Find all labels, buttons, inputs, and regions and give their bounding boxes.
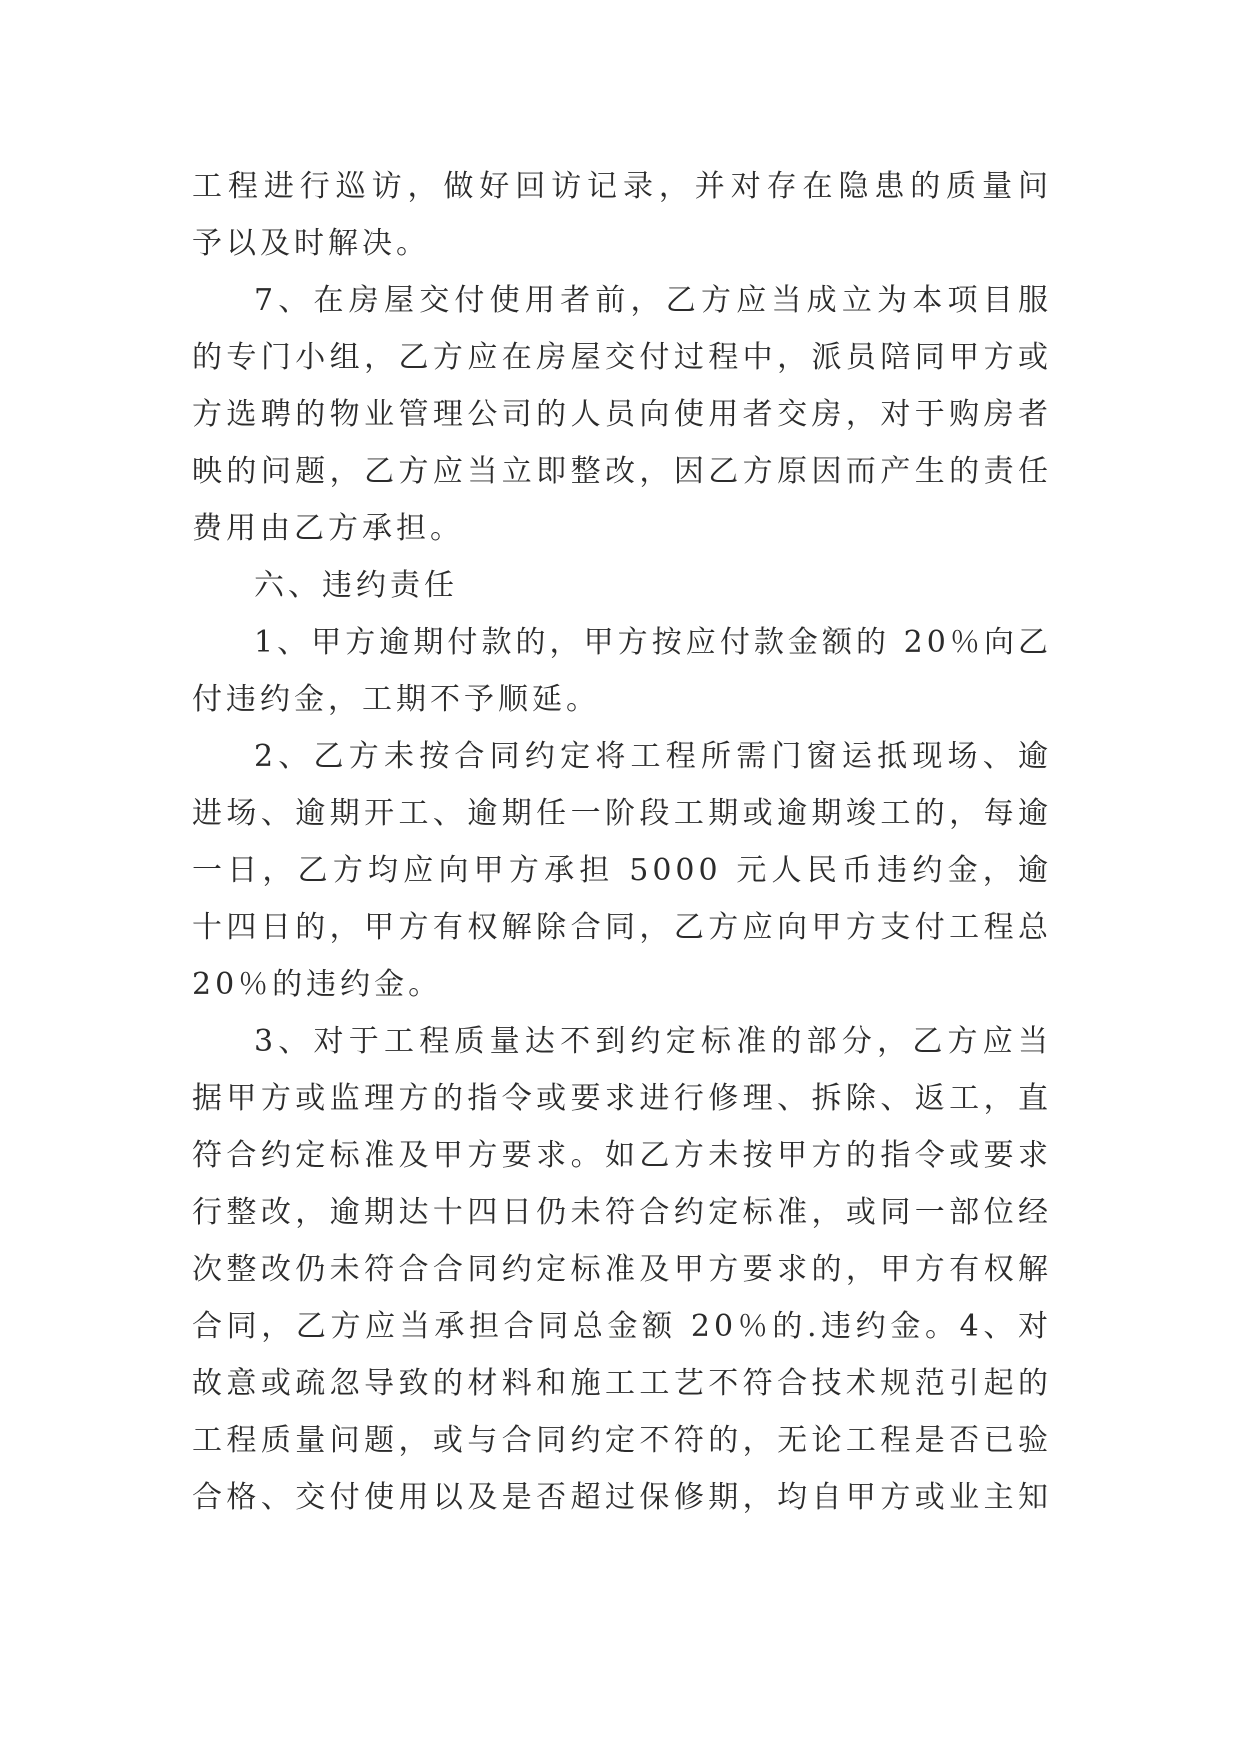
text-line: 十四日的，甲方有权解除合同，乙方应向甲方支付工程总 bbox=[192, 910, 1052, 945]
text-line: 一日，乙方均应向甲方承担 5000 元人民币违约金，逾 bbox=[192, 853, 1052, 888]
text-line: 3、对于工程质量达不到约定标准的部分，乙方应当 bbox=[254, 1024, 1052, 1059]
text-line: 付违约金，工期不予顺延。 bbox=[192, 682, 600, 717]
text-line: 行整改，逾期达十四日仍未符合约定标准，或同一部位经 bbox=[192, 1195, 1052, 1230]
text-line: 费用由乙方承担。 bbox=[192, 511, 464, 546]
text-line: 的专门小组，乙方应在房屋交付过程中，派员陪同甲方或 bbox=[192, 340, 1052, 375]
text-line: 予以及时解决。 bbox=[192, 226, 430, 261]
text-line: 次整改仍未符合合同约定标准及甲方要求的，甲方有权解 bbox=[192, 1252, 1052, 1287]
text-line: 据甲方或监理方的指令或要求进行修理、拆除、返工，直 bbox=[192, 1081, 1052, 1116]
text-line: 进场、逾期开工、逾期任一阶段工期或逾期竣工的，每逾 bbox=[192, 796, 1052, 831]
text-line: 符合约定标准及甲方要求。如乙方未按甲方的指令或要求 bbox=[192, 1138, 1052, 1173]
text-line: 7、在房屋交付使用者前，乙方应当成立为本项目服 bbox=[254, 283, 1052, 318]
text-line: 故意或疏忽导致的材料和施工工艺不符合技术规范引起的 bbox=[192, 1366, 1052, 1401]
text-line: 合格、交付使用以及是否超过保修期，均自甲方或业主知 bbox=[192, 1480, 1052, 1515]
text-line: 工程进行巡访，做好回访记录，并对存在隐患的质量问 bbox=[192, 169, 1052, 204]
text-line: 合同，乙方应当承担合同总金额 20％的.违约金。4、对 bbox=[192, 1309, 1052, 1344]
text-line: 1、甲方逾期付款的，甲方按应付款金额的 20％向乙 bbox=[254, 625, 1052, 660]
section-heading: 六、违约责任 bbox=[254, 568, 458, 603]
text-line: 2、乙方未按合同约定将工程所需门窗运抵现场、逾 bbox=[254, 739, 1052, 774]
text-line: 方选聘的物业管理公司的人员向使用者交房，对于购房者 bbox=[192, 397, 1052, 432]
text-line: 映的问题，乙方应当立即整改，因乙方原因而产生的责任 bbox=[192, 454, 1052, 489]
text-line: 工程质量问题，或与合同约定不符的，无论工程是否已验 bbox=[192, 1423, 1052, 1458]
text-line: 20％的违约金。 bbox=[192, 967, 443, 1002]
document-body bbox=[192, 158, 1052, 1526]
